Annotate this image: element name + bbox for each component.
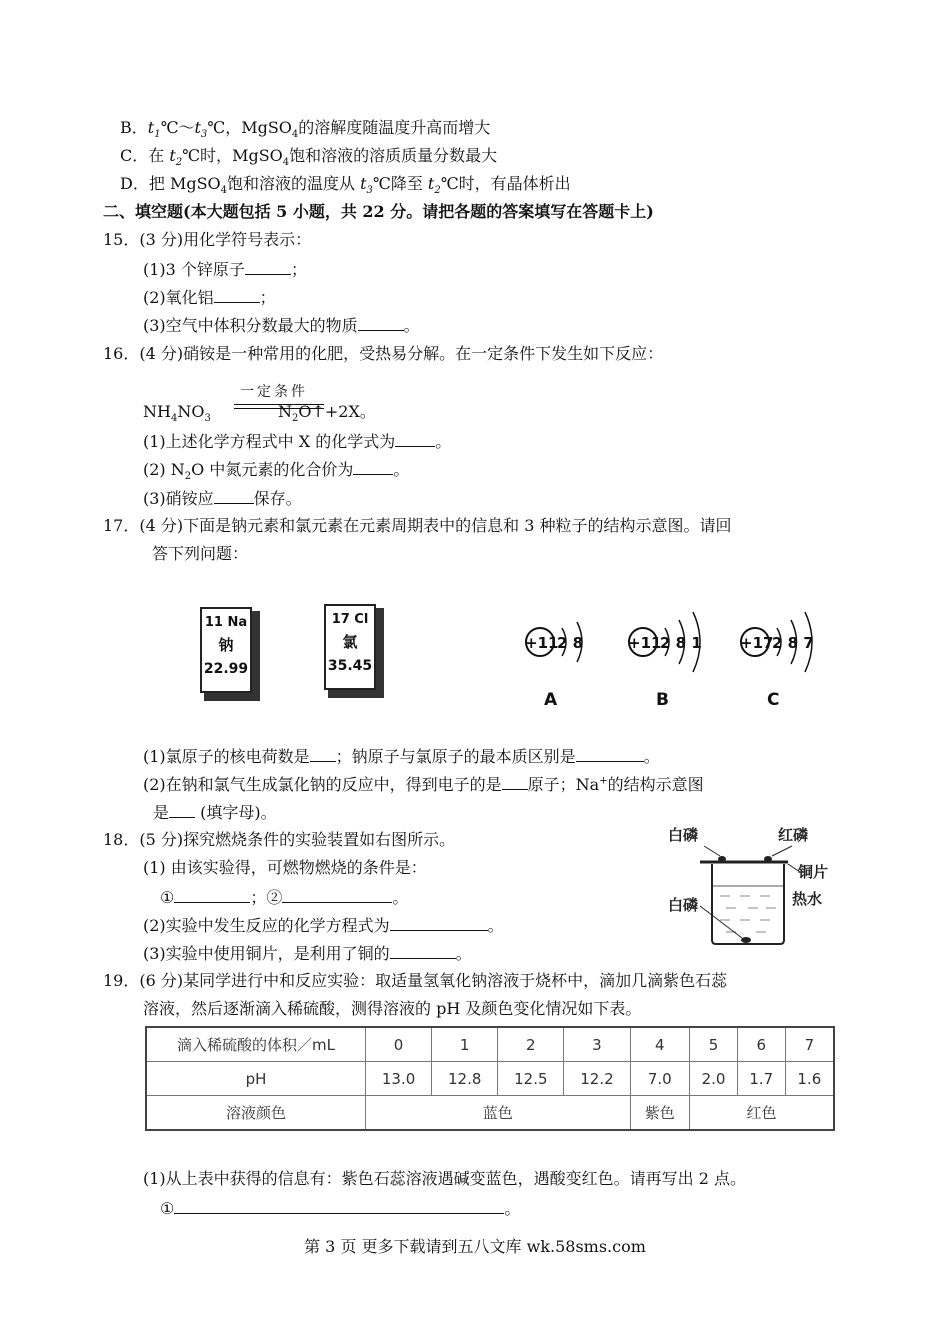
q17-stem-cont: 答下列问题： [152, 544, 249, 563]
table-row [146, 1062, 834, 1096]
ph-table [145, 1026, 835, 1131]
volume-cell: 6 [737, 1027, 785, 1062]
answer-blank[interactable] [576, 745, 644, 762]
answer-blank[interactable] [174, 886, 250, 903]
q19-part1: (1)从上表中获得的信息有：紫色石蕊溶液遇碱变蓝色，遇酸变红色。请再写出 2 点。 [143, 1169, 747, 1188]
q16-part3: (3)硝铵应 保存。 [143, 489, 302, 508]
q18-part1: (1) 由该实验得，可燃物燃烧的条件是： [143, 858, 427, 877]
volume-cell: 0 [366, 1027, 432, 1062]
atom-a [525, 622, 583, 662]
volume-cell: 2 [498, 1027, 564, 1062]
ph-cell: 13.0 [366, 1062, 432, 1096]
color-cell: 红色 [690, 1096, 834, 1131]
q17-stem: 17．(4 分)下面是钠元素和氯元素在元素周期表中的信息和 3 种粒子的结构示意图。请回 [103, 516, 732, 535]
answer-blank[interactable] [174, 1197, 504, 1214]
ph-cell: 12.8 [432, 1062, 498, 1096]
ph-cell: 12.5 [498, 1062, 564, 1096]
row-header-ph: pH [146, 1062, 366, 1096]
answer-blank[interactable] [395, 430, 435, 447]
atom-label-c: C [767, 690, 780, 710]
q15-part2: (2)氧化铝 ； [143, 288, 276, 307]
q16-product: $N_2O↑+2X$。 [278, 402, 376, 425]
q17-part2-cont: 是 (填字母)。 [153, 803, 277, 822]
electron-shells: 2 8 7 [772, 634, 814, 652]
q15-part3: (3)空气中体积分数最大的物质 。 [143, 316, 420, 335]
combustion-apparatus-figure [660, 820, 850, 950]
ph-cell: 7.0 [630, 1062, 690, 1096]
red-phosphorus [764, 856, 772, 862]
q16-reactant: $NH_4NO_3$ [143, 402, 211, 425]
color-cell: 蓝色 [366, 1096, 631, 1131]
row-header-color: 溶液颜色 [146, 1096, 366, 1131]
q18-part2: (2)实验中发生反应的化学方程式为 。 [143, 916, 504, 935]
electron-shells: 2 8 [557, 634, 584, 652]
volume-cell: 4 [630, 1027, 690, 1062]
volume-cell: 5 [690, 1027, 738, 1062]
answer-blank[interactable] [169, 801, 195, 818]
label-white-phosphorus-bottom: 白磷 [668, 896, 699, 914]
answer-blank[interactable] [282, 886, 392, 903]
label-white-phosphorus-top: 白磷 [668, 826, 699, 844]
atom-label-a: A [544, 690, 558, 710]
answer-blank[interactable] [502, 773, 528, 790]
white-phosphorus [718, 856, 726, 862]
answer-blank[interactable] [214, 286, 260, 303]
electron-shells: 2 8 1 [660, 634, 702, 652]
nucleus-charge: +17 [740, 634, 774, 652]
reaction-condition: 一定条件 [240, 384, 308, 400]
q18-part3: (3)实验中使用铜片，是利用了铜的 。 [143, 944, 472, 963]
q17-part1: (1)氯原子的核电荷数是 ；钠原子与氯原子的最本质区别是 。 [143, 747, 660, 766]
q19-part1-answer: ① 。 [160, 1199, 521, 1218]
volume-cell: 7 [785, 1027, 834, 1062]
label-copper-sheet: 铜片 [798, 863, 829, 881]
q19-stem-cont: 溶液，然后逐渐滴入稀硫酸，测得溶液的 pH 及颜色变化情况如下表。 [143, 999, 642, 1018]
answer-blank[interactable] [390, 914, 488, 931]
element-card-chlorine [324, 604, 384, 698]
q18-part1-answers: ① ；② 。 [160, 888, 409, 907]
nucleus-charge: +11 [525, 634, 559, 652]
q16-stem: 16．(4 分)硝铵是一种常用的化肥，受热易分解。在一定条件下发生如下反应： [103, 344, 664, 363]
option-b: B．$t_1℃\sim t_3℃$，MgSO$_4$的溶解度随温度升高而增大 [120, 118, 491, 141]
atom-b [628, 612, 702, 672]
answer-blank[interactable] [310, 745, 336, 762]
color-cell: 紫色 [630, 1096, 690, 1131]
q17-part2: (2)在钠和氯气生成氯化钠的反应中，得到电子的是 原子；Na+的结构示意图 [143, 775, 704, 794]
element-name: 钠 [218, 636, 234, 654]
atomic-mass: 22.99 [203, 661, 249, 677]
answer-blank[interactable] [214, 487, 254, 504]
label-hot-water: 热水 [792, 890, 823, 908]
q19-stem: 19．(6 分)某同学进行中和反应实验：取适量氢氧化钠溶液于烧杯中，滴加几滴紫色石蕊 [103, 971, 728, 990]
label-red-phosphorus: 红磷 [778, 826, 809, 844]
option-c: C．在 $t_2℃$时，MgSO$_4$饱和溶液的溶质质量分数最大 [120, 146, 498, 169]
atomic-number-symbol: 11 Na [204, 615, 248, 630]
option-d: D．把 MgSO$_4$饱和溶液的温度从 $t_3℃$降至 $t_2℃$时，有晶体析出 [120, 174, 571, 197]
q18-stem: 18．(5 分)探究燃烧条件的实验装置如右图所示。 [103, 830, 456, 849]
atom-c [740, 612, 814, 672]
atomic-mass: 35.45 [327, 658, 373, 674]
table-row [146, 1096, 834, 1131]
submerged-white-phosphorus [741, 937, 751, 943]
page-footer: 第 3 页 更多下载请到五八文库 wk.58sms.com [304, 1237, 646, 1256]
ph-cell: 2.0 [690, 1062, 738, 1096]
water-dashes [720, 896, 776, 932]
answer-blank[interactable] [358, 314, 404, 331]
row-header-volume: 滴入稀硫酸的体积／mL [146, 1027, 366, 1062]
section-title: 二、填空题(本大题包括 5 小题，共 22 分。请把各题的答案填写在答题卡上) [103, 202, 654, 221]
ph-cell: 1.7 [737, 1062, 785, 1096]
q16-part2: (2) $N_2O$ 中氮元素的化合价为 。 [143, 460, 410, 483]
volume-cell: 1 [432, 1027, 498, 1062]
atom-structure-diagrams [515, 598, 845, 698]
volume-cell: 3 [564, 1027, 630, 1062]
element-card-sodium [200, 607, 260, 701]
element-name: 氯 [342, 633, 358, 651]
q15-stem: 15．(3 分)用化学符号表示： [103, 230, 312, 249]
q16-part1: (1)上述化学方程式中 X 的化学式为 。 [143, 432, 452, 451]
ph-cell: 1.6 [785, 1062, 834, 1096]
nucleus-charge: +11 [628, 634, 662, 652]
table-row [146, 1027, 834, 1062]
answer-blank[interactable] [353, 458, 393, 475]
q15-part1: (1)3 个锌原子 ； [143, 260, 307, 279]
answer-blank[interactable] [245, 258, 291, 275]
ph-cell: 12.2 [564, 1062, 630, 1096]
atom-label-b: B [656, 690, 669, 710]
atomic-number-symbol: 17 Cl [331, 612, 369, 627]
beaker [712, 864, 784, 944]
answer-blank[interactable] [390, 942, 456, 959]
